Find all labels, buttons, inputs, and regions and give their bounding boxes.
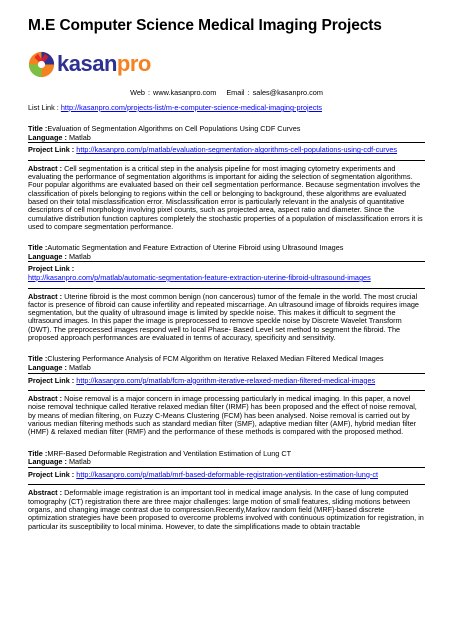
project-language: Matlab: [68, 457, 91, 467]
project-link[interactable]: http://kasanpro.com/p/matlab/mrf-based-deformable-registration-ventilation-estimation-lung-ct: [76, 469, 379, 479]
contact-line: Web : www.kasanpro.com Email : sales@kasanpro.com: [130, 88, 323, 97]
email-address[interactable]: sales@kasanpro.com: [252, 88, 323, 97]
project-title: Clustering Performance Analysis of FCM Algorithm on Iterative Relaxed Median Filtered Medical Images: [47, 354, 384, 364]
project-abstract: Abstract : Noise removal is a major concern in image processing particularly in medical imaging. In this paper, a novel noise removal technique called Iterative relaxed median filter (IRMF) has been proposed and the effect of noise removal, by means of median filtering, on Fuzzy C-Means Clustering (FCM) has been analysed. Noise removal is carried out by various median filtering methods such as standard median filter (SMF), adaptive median filter (AMF), hybrid median filter (HMF) & relaxed median filter (RMF) and the performance of these methods is compared with the proposed method.: [28, 394, 417, 437]
project-title: Evaluation of Segmentation Algorithms on Cell Populations Using CDF Curves: [47, 124, 301, 133]
project-abstract: Abstract : Uterine fibroid is the most common benign (non cancerous) tumor of the female in the world. The most crucial factor is presence of fibroid can cause infertility and repeated miscarriage. An ultrasound image of fibroids requires image segmentation, but the quality of ultrasound image is limited by speckle noise. This makes it difficult to segment the ultrasound images. In this paper the image is preprocessed to remove speckle noise by Discrete Wavelet Transform (DWT). The preprocessed images respond well to local Phase- Based Level set method to segment the fibroid. The proposed approach performances are evaluated in terms of accuracy, specificity and sensitivity.: [28, 291, 419, 343]
project-link[interactable]: http://kasanpro.com/p/matlab/fcm-algorithm-iterative-relaxed-median-filtered-medical-images: [76, 375, 376, 385]
project-language: Matlab: [68, 362, 91, 372]
project-entry: [28, 125, 425, 231]
list-link[interactable]: http://kasanpro.com/projects-list/m-e-computer-science-medical-imaging-projects: [60, 103, 323, 112]
project-entry: [28, 244, 425, 342]
project-link[interactable]: http://kasanpro.com/p/matlab/automatic-segmentation-feature-extraction-uterine-fibroid-ultrasound-images: [28, 272, 371, 282]
project-link-line: Project Link : http://kasanpro.com/p/matlab/evaluation-segmentation-algorithms-cell-populations-using-cdf-curves: [28, 145, 398, 155]
page-title: M.E Computer Science Medical Imaging Projects: [28, 17, 382, 34]
project-link-line: Project Link : http://kasanpro.com/p/matlab/mrf-based-deformable-registration-ventilation-estimation-lung-ct: [28, 469, 379, 479]
web-address[interactable]: www.kasanpro.com: [153, 88, 217, 97]
brand-logo: [28, 49, 425, 79]
project-title: Automatic Segmentation and Feature Extraction of Uterine Fibroid using Ultrasound Images: [47, 243, 344, 253]
project-entry: [28, 450, 425, 531]
project-abstract: Abstract : Deformable image registration is an important tool in medical image analysis. In the case of lung computed tomography (CT) registration there are three major challenges: large motion of small features, sliding motions between organs, and changing image contrast due to compression.Recently,Markov random field (MRF)-based discrete optimization strategies have been proposed to overcome problems involved with continuous optimization for registration, in particular its susceptibility to local minima. However, to date the simplifications made to obtain tractable: [28, 488, 424, 531]
kasanpro-logo-icon: [28, 51, 55, 78]
project-title-line: Title :Clustering Performance Analysis of FCM Algorithm on Iterative Relaxed Median Filtered Medical Images: [28, 354, 384, 364]
project-language-line: Language : Matlab: [28, 251, 91, 261]
project-link[interactable]: http://kasanpro.com/p/matlab/evaluation-segmentation-algorithms-cell-populations-using-cdf-curves: [76, 145, 398, 155]
project-link-line: Project Link : http://kasanpro.com/p/matlab/automatic-segmentation-feature-extraction-uterine-fibroid-ultrasound-images: [28, 264, 371, 282]
project-language-line: Language : Matlab: [28, 132, 91, 142]
project-language-line: Language : Matlab: [28, 362, 91, 372]
project-title-line: Title :Automatic Segmentation and Feature Extraction of Uterine Fibroid using Ultrasound Images: [28, 243, 344, 253]
project-link-line: Project Link : http://kasanpro.com/p/matlab/fcm-algorithm-iterative-relaxed-median-filtered-medical-images: [28, 375, 376, 385]
list-link-line: List Link : http://kasanpro.com/projects-list/m-e-computer-science-medical-imaging-projects: [28, 103, 323, 112]
project-title-line: Title :MRF-Based Deformable Registration and Ventilation Estimation of Lung CT: [28, 448, 292, 458]
project-language: Matlab: [68, 132, 91, 142]
project-entry: [28, 355, 425, 436]
project-title: MRF-Based Deformable Registration and Ventilation Estimation of Lung CT: [47, 448, 292, 458]
project-language: Matlab: [68, 251, 91, 261]
brand-wordmark: kasanpro: [57, 51, 151, 76]
project-language-line: Language : Matlab: [28, 457, 91, 467]
project-abstract: Abstract : Cell segmentation is a critical step in the analysis pipeline for most imaging cytometry experiments and evaluating the performance of segmentation algorithms is important for aiding the selection of segmentation algorithms. Four popular algorithms are evaluated based on their cell segmentation performance. Because segmentation involves the classification of pixels belonging to regions within the cell or belonging to background, these algorithms are evaluated based on their total misclassification error. Misclassification error is particularly relevant in the analysis of quantitative descriptors of cell morphology involving pixel counts, such as projected area, aspect ratio and diameter. Since the cumulative distribution function captures completely the stochastic properties of a population of misclassification errors it is used to compare segmentation performance.: [28, 163, 423, 231]
project-title-line: Title :Evaluation of Segmentation Algorithms on Cell Populations Using CDF Curves: [28, 124, 301, 133]
